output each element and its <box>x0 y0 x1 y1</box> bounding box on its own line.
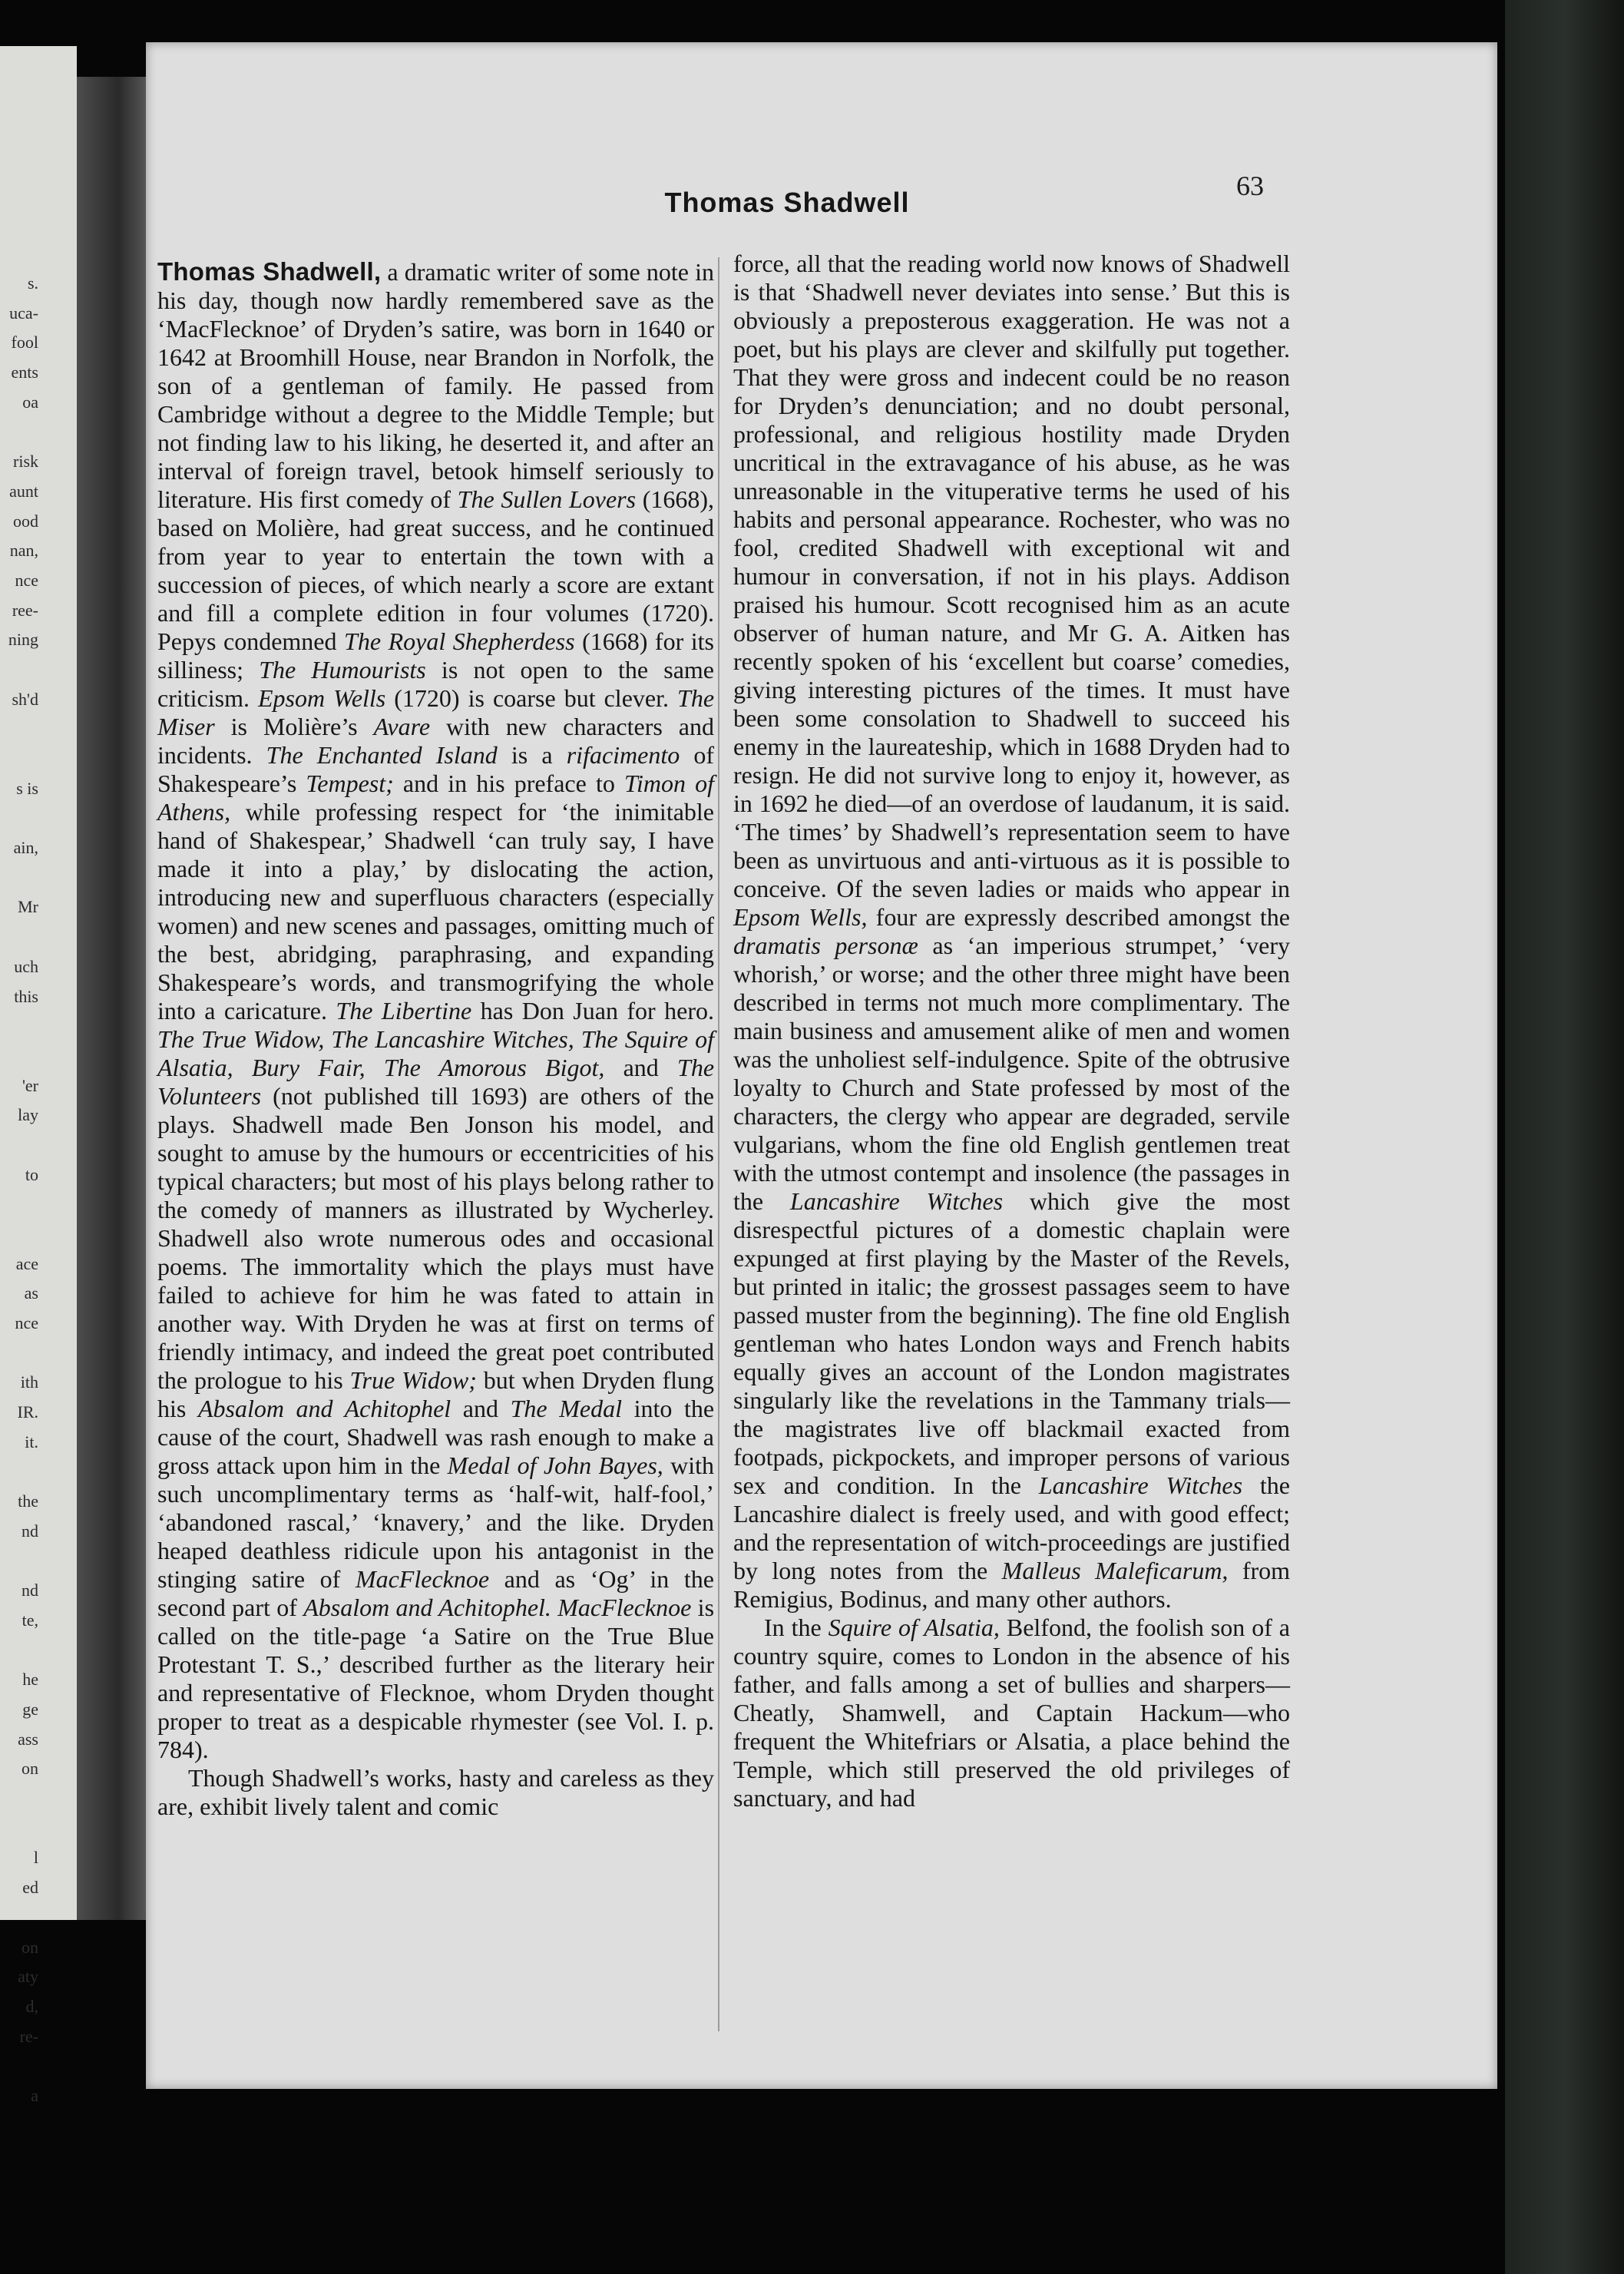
column-rule <box>718 257 719 2031</box>
left-page-fragment: re- <box>19 2026 38 2046</box>
italic-title: The True Widow, The Lancashire Witches, The Squire of Alsatia, Bury Fair, The Amorous Bigot, <box>157 1025 714 1081</box>
left-page-fragment: aty <box>18 1967 38 1987</box>
left-page-fragment: ood <box>13 511 38 531</box>
italic-title: The Royal Shepherdess <box>344 627 575 655</box>
left-page-fragment: nce <box>15 570 38 590</box>
text-run: is not open to the same criticism. <box>157 656 715 712</box>
italic-title: The Volunteers <box>157 1054 715 1110</box>
text-run: (1668), based on Molière, had great success, and he continued from year to year to entertain the town with a succession of pieces, of which nearly a score are extant and fill a complete edition in four volumes (1720). Pepys condemned <box>157 485 715 655</box>
italic-title: The Medal <box>510 1395 622 1422</box>
italic-title: Malleus Maleficarum, <box>1001 1557 1229 1584</box>
italic-title: Squire of Alsatia, <box>828 1614 1000 1641</box>
left-page-fragment: the <box>18 1491 38 1511</box>
text-run: the Lancashire dialect is freely used, and with good effect; and the representation of witch-proceedings are justified by long notes from the <box>733 1471 1291 1584</box>
text-run: which give the most disrespectful pictures of a domestic chaplain were expunged at first playing by the Master of the Revels, but printed in italic; the grossest passages seem to have passed muster from the beginning). The fine old English gentleman who hates London ways and French habits equally gives an account of the London magistrates singularly like the revelations in the Tammany trials—the magistrates live off blackmail exacted from footpads, pickpockets, and improper persons of various sex and condition. In the <box>733 1187 1291 1499</box>
left-page-fragment: to <box>25 1164 38 1184</box>
text-run: while professing respect for ‘the inimitable hand of Shakespear,’ Shadwell ‘can truly say, I have made it into a play,’ by dislocating the action, introducing new and superfluous characters (especially women) and new scenes and passages, omitting much of the best, abridging, paraphrasing, and expanding Shakespeare’s words, and transmogrifying the whole into a caricature. <box>157 798 714 1024</box>
text-run: is called on the title-page ‘a Satire on the True Blue Protestant T. S.,’ described further as the literary heir and representative of Flecknoe, whom Dryden thought proper to treat as a despicable rhymester (see Vol. I. p. 784). <box>157 1594 715 1763</box>
left-column-body <box>157 258 714 1763</box>
italic-title: The Enchanted Island <box>266 741 498 769</box>
left-page-fragment <box>0 1190 38 1220</box>
left-page-fragment: ace <box>15 1253 38 1273</box>
left-page-fragment: ain, <box>13 838 38 858</box>
left-page-fragment <box>0 1041 38 1071</box>
left-page-fragment: d, <box>25 1996 38 2016</box>
italic-title: True Widow; <box>349 1366 477 1394</box>
left-page-fragment: this <box>14 986 38 1006</box>
headword: Thomas Shadwell, <box>157 257 382 286</box>
italic-title: Medal of John Bayes, <box>447 1451 663 1479</box>
left-page-fragment: ass <box>18 1729 38 1749</box>
article-paragraph-1 <box>157 257 714 1764</box>
italic-title: The Humourists <box>259 656 426 684</box>
italic-title: MacFlecknoe <box>355 1565 490 1593</box>
left-page-fragment: he <box>22 1670 38 1690</box>
text-run: Belfond, the foolish son of a country squire, comes to London in the absence of his father, and falls among a set of bullies and sharpers—Cheatly, Shamwell, and Captain Hackum—who frequent the Whitefriars or Alsatia, a place behind the Temple, which still preserved the old privileges of sanctuary, and had <box>733 1614 1291 1812</box>
italic-title: rifacimento <box>566 741 680 769</box>
text-run: is Molière’s <box>214 713 374 740</box>
article-paragraph-3 <box>733 1614 1290 1812</box>
article-paragraph-2-start: Though Shadwell’s works, hasty and careless as they are, exhibit lively talent and comic <box>157 1764 714 1820</box>
left-page-fragment: uch <box>14 956 38 976</box>
italic-title: Lancashire Witches <box>1038 1471 1243 1499</box>
italic-title: Epsom Wells <box>257 684 386 712</box>
italic-title: The Libertine <box>336 997 472 1024</box>
left-page-fragment: IR. <box>17 1402 38 1422</box>
left-page-fragment: risk <box>13 452 38 472</box>
left-page-fragment: lay <box>18 1105 38 1125</box>
text-run: and in his preface to <box>393 770 624 797</box>
text-run: (1720) is coarse but clever. <box>385 684 678 712</box>
italic-title: Epsom Wells, <box>733 903 868 931</box>
text-run: four are expressly described amongst the <box>867 903 1291 931</box>
left-page-fragment: ning <box>8 630 38 650</box>
text-run: In the <box>764 1614 829 1641</box>
left-page-fragment: nd <box>21 1581 38 1600</box>
text-run: is a <box>497 741 567 769</box>
italic-title: dramatis personæ <box>733 932 918 959</box>
left-page-fragment: aunt <box>9 481 38 501</box>
left-page-fragment: ith <box>20 1372 38 1392</box>
text-run: but when Dryden flung his <box>157 1366 714 1422</box>
text-run: has Don Juan for hero. <box>471 997 715 1024</box>
left-page-fragment <box>0 2051 38 2081</box>
left-page-fragment <box>0 1339 38 1369</box>
italic-title: The Miser <box>157 684 715 740</box>
left-page-fragment: s. <box>27 273 38 293</box>
text-run: force, all that the reading world now knows of Shadwell is that ‘Shadwell never deviates into sense.’ But this is obviously a preposterous exaggeration. He was not a poet, but his plays are clever and skilfully put together. That they were gross and indecent could be no reason for Dryden’s denunciation; and no doubt personal, professional, and religious hostility made Dryden uncritical in the extravagance of his abuse, as he was unreasonable in the vituperative terms he used of his habits and personal appearance. Rochester, who was no fool, credited Shadwell with exceptional wit and humour in conversation, if not in his plays. Addison praised his humour. Scott recognised him as an acute observer of human nature, and Mr G. A. Aitken has recently spoken of his ‘excellent but coarse’ comedies, giving interesting pictures of the times. It must have been some consolation to Shadwell to succeed his enemy in the laureateship, which in 1688 Dryden had to resign. He did not survive long to enjoy it, however, as in 1692 he died—of an overdose of laudanum, it is said. ‘The times’ by Shadwell’s representation seem to have been as unvirtuous and anti-virtuous as it is possible to conceive. Of the seven ladies or maids who appear in <box>733 250 1290 902</box>
left-page-fragment: l <box>33 1848 38 1868</box>
left-page-fragment: it. <box>25 1432 38 1451</box>
book-spine <box>1505 0 1624 2274</box>
text-run: and <box>451 1395 511 1422</box>
left-page-fragment: s is <box>16 778 38 798</box>
text-run: (not published till 1693) are others of the plays. Shadwell made Ben Jonson his model, and sought to amuse by the humours or eccentricities of his typical characters; but most of his plays belong rather to the comedy of manners as illustrated by Wycherley. Shadwell also wrote numerous odes and occasional poems. The immortality which the plays must have failed to achieve for him he was fated to attain in another way. With Dryden he was at first on terms of friendly intimacy, and indeed the great poet contributed the prologue to his <box>157 1082 714 1394</box>
left-page-fragment <box>0 744 38 774</box>
text-run: with such uncomplimentary terms as ‘half-wit, half-fool,’ ‘abandoned rascal,’ ‘knavery,’ and the like. Dryden heaped deathless ridicule upon his antagonist in the stinging satire of <box>157 1451 715 1593</box>
left-page-fragment: ree- <box>12 600 38 620</box>
italic-title: Timon of Athens, <box>157 770 715 826</box>
running-title <box>146 187 1497 219</box>
left-page-fragment: on <box>21 1937 38 1957</box>
left-page-fragment <box>0 1636 38 1666</box>
left-page-text-fragments <box>0 269 38 2111</box>
left-page-fragment <box>0 417 38 447</box>
italic-title: Avare <box>373 713 431 740</box>
page-number: 63 <box>1236 170 1264 201</box>
left-page-fragment <box>0 1220 38 1250</box>
running-title-text: Thomas Shadwell <box>664 187 910 218</box>
text-run: and <box>604 1054 678 1081</box>
italic-title: Tempest; <box>306 770 394 797</box>
left-column <box>157 257 714 1821</box>
book-page <box>146 42 1497 2089</box>
left-page-fragment <box>0 1458 38 1488</box>
text-run: into the cause of the court, Shadwell was rash enough to make a gross attack upon him in the <box>157 1395 715 1479</box>
gutter-shadow <box>77 77 146 1920</box>
left-page-fragment <box>0 714 38 744</box>
left-page-fragment: Mr <box>18 897 38 917</box>
left-page-fragment: oa <box>22 392 38 412</box>
left-page-fragment: nan, <box>9 541 38 561</box>
italic-title: Absalom and Achitophel. MacFlecknoe <box>303 1594 692 1621</box>
left-page-fragment: fool <box>11 333 38 353</box>
text-run: and as ‘Og’ in the second part of <box>157 1565 715 1621</box>
italic-title: The Sullen Lovers <box>457 485 637 513</box>
italic-title: Absalom and Achitophel <box>197 1395 451 1422</box>
left-page-fragment <box>0 803 38 833</box>
article-paragraph-2-continued <box>733 250 1290 1614</box>
left-page-fragment: ge <box>22 1700 38 1719</box>
left-page-fragment <box>0 1130 38 1160</box>
left-page-fragment: on <box>21 1759 38 1779</box>
left-page-fragment: ents <box>11 362 38 382</box>
left-page-fragment: ed <box>22 1878 38 1898</box>
left-page-fragment <box>0 863 38 893</box>
left-page-fragment: sh'd <box>12 689 38 709</box>
left-page-fragment: nce <box>15 1313 38 1333</box>
right-column <box>733 250 1290 1812</box>
left-page-fragment <box>0 922 38 952</box>
text-run: of Shakespeare’s <box>157 741 715 797</box>
left-page-fragment <box>0 1903 38 1933</box>
text-run: as ‘an imperious strumpet,’ ‘very whorish,’ or worse; and the other three might have been described in terms not much more complimentary. The main business and amusement alike of men and women was the unholiest self-indulgence. Spite of the obtrusive loyalty to Church and State professed by most of the characters, the clergy who appear are degraded, servile vulgarians, whom the fine old English gentlemen treat with the utmost contempt and insolence (the passages in the <box>733 932 1290 1215</box>
left-page-fragment <box>0 1814 38 1844</box>
left-page-fragment <box>0 1547 38 1577</box>
left-page-fragment <box>0 1011 38 1041</box>
left-page-edge <box>0 46 77 2105</box>
left-page-fragment: nd <box>21 1521 38 1541</box>
left-page-fragment: as <box>24 1283 38 1303</box>
left-page-fragment: te, <box>21 1610 38 1630</box>
left-page-fragment: uca- <box>9 303 38 323</box>
left-page-fragment: 'er <box>21 1075 38 1095</box>
italic-title: Lancashire Witches <box>789 1187 1004 1215</box>
left-page-fragment <box>0 1784 38 1814</box>
left-page-fragment: a <box>31 2085 38 2105</box>
text-run: with new characters and incidents. <box>157 713 715 769</box>
left-page-fragment <box>0 655 38 685</box>
text-run: (1668) for its silliness; <box>157 627 715 684</box>
text-run: from Remigius, Bodinus, and many other authors. <box>733 1557 1291 1613</box>
text-run: a dramatic writer of some note in his day, though now hardly remembered save as the ‘MacFlecknoe’ of Dryden’s satire, was born in 1640 or 1642 at Broomhill House, near Brandon in Norfolk, the son of a gentleman of family. He passed from Cambridge without a degree to the Middle Temple; but not finding law to his liking, he deserted it, and after an interval of foreign travel, betook himself seriously to literature. His first comedy of <box>157 258 714 513</box>
